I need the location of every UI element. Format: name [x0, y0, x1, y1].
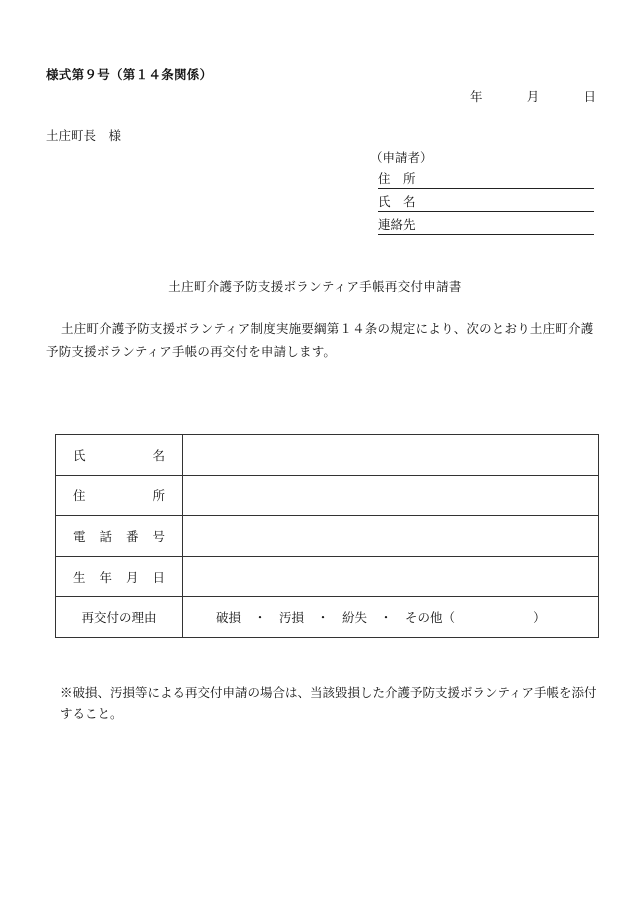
reason-separator: ・ — [253, 610, 267, 626]
phone-input-cell[interactable] — [183, 516, 599, 557]
applicant-label: （申請者） — [370, 150, 433, 165]
applicant-name-field[interactable] — [378, 194, 594, 212]
date-month: 月 — [526, 89, 540, 104]
table-row — [56, 516, 599, 557]
reason-separator: ・ — [379, 610, 393, 626]
document-title: 土庄町介護予防支援ボランティア手帳再交付申請書 — [168, 279, 462, 294]
applicant-name-label: 氏 名 — [378, 194, 416, 209]
row-label-name: 氏名 — [56, 435, 183, 476]
reason-close-paren: ） — [533, 610, 546, 626]
footnote: ※破損、汚損等による再交付申請の場合は、当該毀損した介護予防支援ボランティア手帳を添付すること。 — [60, 685, 597, 721]
reason-separator: ・ — [316, 610, 330, 626]
applicant-address-field[interactable] — [378, 171, 594, 189]
reason-cell — [183, 597, 599, 638]
date-day: 日 — [583, 89, 596, 104]
reason-option-other[interactable]: その他（ — [405, 610, 456, 626]
row-label-phone: 電話番号 — [56, 516, 183, 557]
table-row — [56, 556, 599, 597]
row-label-reason: 再交付の理由 — [56, 597, 183, 638]
document-body: 土庄町介護予防支援ボランティア制度実施要綱第１４条の規定により、次のとおり土庄町介護予防支援ボランティア手帳の再交付を申請します。 — [46, 321, 594, 359]
applicant-address-label: 住 所 — [378, 171, 416, 186]
address-input-cell[interactable] — [183, 475, 599, 516]
reason-option-damage[interactable]: 破損 — [216, 610, 242, 626]
date-year: 年 — [470, 89, 483, 104]
date-line — [470, 87, 596, 105]
table-row — [56, 475, 599, 516]
row-label-birthdate: 生年月日 — [56, 556, 183, 597]
reason-option-soil[interactable]: 汚損 — [279, 610, 305, 626]
application-table — [55, 434, 599, 638]
reason-option-lost[interactable]: 紛失 — [342, 610, 368, 626]
birthdate-input-cell[interactable] — [183, 556, 599, 597]
applicant-contact-field[interactable] — [378, 217, 594, 235]
table-row — [56, 435, 599, 476]
applicant-contact-label: 連絡先 — [378, 217, 416, 232]
row-label-address: 住所 — [56, 475, 183, 516]
form-number: 様式第９号（第１４条関係） — [46, 67, 213, 82]
table-row — [56, 597, 599, 638]
addressee: 土庄町長 様 — [46, 128, 122, 143]
name-input-cell[interactable] — [183, 435, 599, 476]
